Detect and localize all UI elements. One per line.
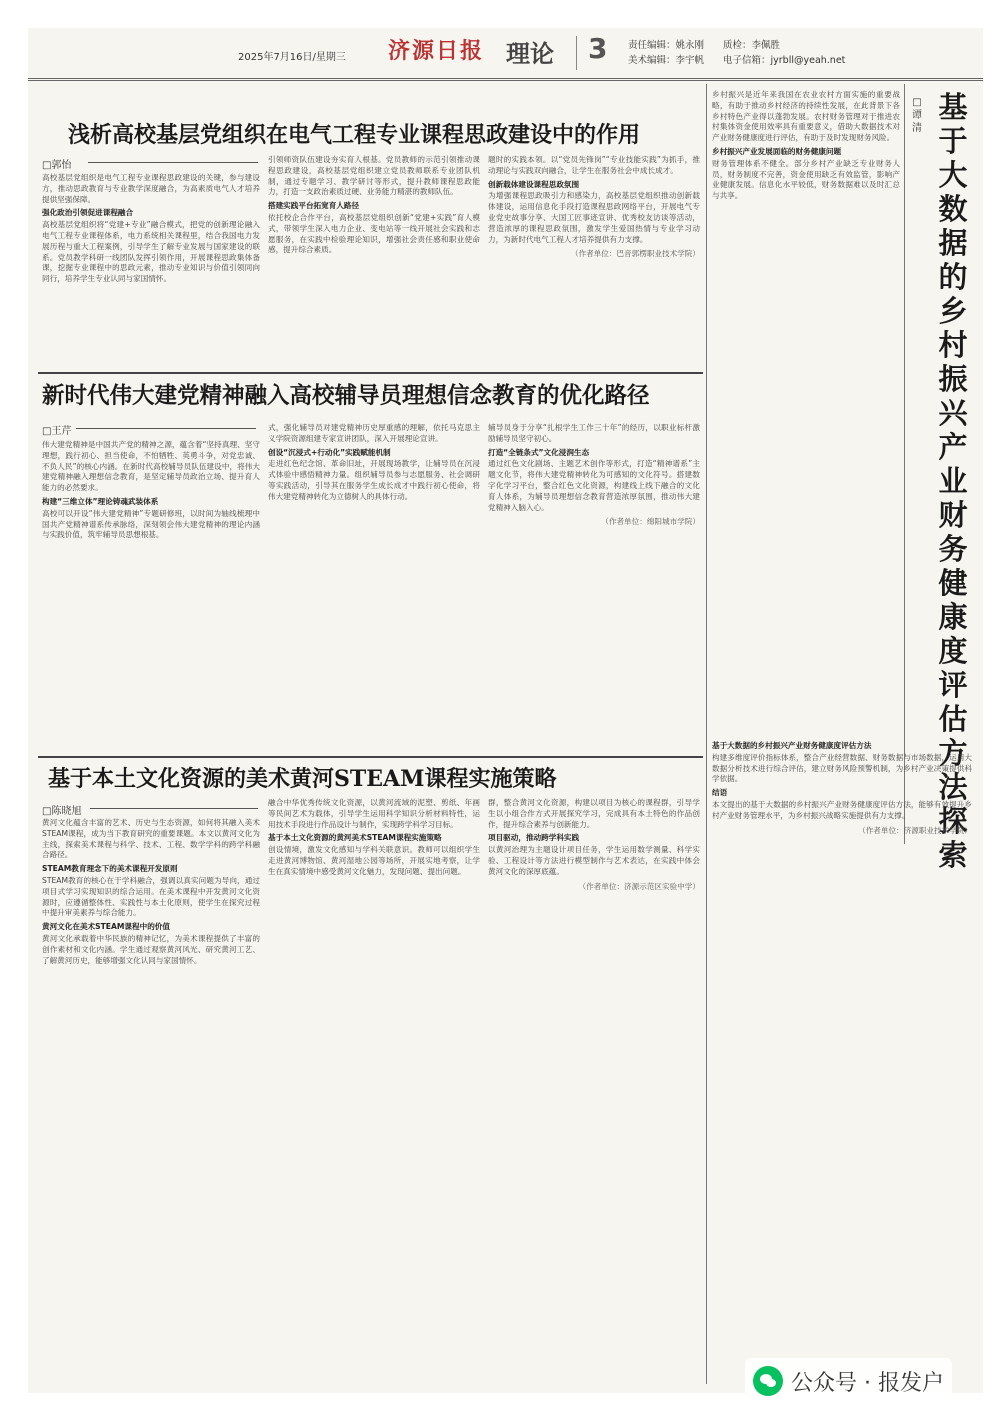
article-1-col-2 (268, 155, 480, 369)
sidebar-text-2: 构建多维度评价指标体系，整合产业经营数据、财务数据与市场数据，运用大数据分析技术进行综合评估，建立财务风险预警机制，为乡村产业决策提供科学依据。 (712, 752, 972, 784)
article-1-text-1b: 高校基层党组织将“党建+专业”融合模式，把党的创新理论融入电气工程专业课程体系，电力系统相关课程里，结合我国电力发展历程与重大工程案例，引导学生了解专业发展与国家建设的联系。党员教学科研一线团队发挥引领作用，开展课程思政集体备课，挖掘专业课程中的思政元素，推动专业知识与价值引领同向同行，培养学生专业认同与家国情怀。 (42, 220, 260, 284)
article-3-col-3 (488, 798, 700, 1378)
column-rule (904, 84, 905, 844)
article-2-subhead-1: 构建“三维立体”理论铸魂武装体系 (42, 496, 159, 506)
wechat-icon (753, 1366, 783, 1396)
page-number: 3 (588, 32, 608, 65)
sidebar-headline: 基于大数据的乡村振兴产业财务健康度评估方法探索 (938, 90, 968, 872)
article-3-affiliation: （作者单位：济源示范区实验中学） (578, 881, 700, 891)
byline-rule (76, 428, 256, 429)
article-1-col-3 (488, 155, 700, 369)
section-title: 理论 (506, 39, 554, 68)
sidebar-byline: □谭清 (912, 97, 922, 134)
article-3-text-2: 融合中华优秀传统文化资源，以黄河流域的泥塑、剪纸、年画等民间艺术为载体，引导学生运用科学知识分析材料特性，运用技术手段进行作品设计与制作，实现跨学科学习目标。 (268, 798, 480, 829)
article-divider (38, 756, 703, 758)
column-rule (706, 84, 707, 1384)
newspaper-page (28, 28, 983, 1393)
sidebar-col-2 (712, 738, 972, 1378)
article-divider (38, 372, 703, 374)
article-1-text-3: 题时的实践本领。以“党员先锋岗”“专业技能实践”为抓手，推动理论与实践双向融合，让学生在服务社会中成长成才。 (488, 155, 700, 175)
article-1-text-2b: 依托校企合作平台，高校基层党组织创新“党建+实践”育人模式，带领学生深入电力企业、变电站等一线开展社会实践和志愿服务，在实践中检验理论知识，增强社会责任感和职业使命感，提升综合素质。 (268, 212, 480, 255)
wechat-watermark (745, 1358, 952, 1404)
sidebar-subhead-3: 结语 (712, 788, 728, 798)
byline-rule (88, 162, 258, 163)
proof-credits (723, 38, 845, 68)
proofreader-line: 质检：李佩胜 (723, 40, 781, 51)
article-3-text-3: 群，整合黄河文化资源，构建以项目为核心的课程群，引导学生以小组合作方式开展探究学习，完成具有本土特色的作品创作，提升综合素养与创新能力。 (488, 798, 700, 829)
article-3-text-1c: 黄河文化承载着中华民族的精神记忆，为美术课程提供了丰富的创作素材和文化内涵。学生通过观察黄河风光、研究黄河工艺、了解黄河历史，能够增强文化认同与家国情怀。 (42, 933, 260, 965)
article-3-text-3b: 以黄河治理为主题设计项目任务，学生运用数学测量、科学实验、工程设计等方法进行模型制作与艺术表达，在实践中体会黄河文化的深厚底蕴。 (488, 845, 700, 876)
sidebar-col-1 (712, 90, 900, 730)
article-3-subhead-2: 基于本土文化资源的黄河美术STEAM课程实施策略 (268, 833, 442, 843)
article-3-subhead-1b: 黄河文化在美术STEAM课程中的价值 (42, 922, 170, 932)
sidebar-subhead-1: 乡村振兴产业发展面临的财务健康问题 (712, 146, 842, 156)
article-1-affiliation: （作者单位：巴音郭楞职业技术学院） (570, 249, 700, 259)
editor-line: 责任编辑：姚永刚 (628, 40, 705, 51)
sidebar-subhead-2: 基于大数据的乡村振兴产业财务健康度评估方法 (712, 741, 872, 750)
article-3-col-2 (268, 798, 480, 1378)
article-2-subhead-2: 创设“沉浸式+行动化”实践赋能机制 (268, 447, 391, 457)
article-3-col-1 (42, 818, 260, 1378)
article-2-byline: □王芹 (42, 426, 72, 437)
article-1-text-1: 高校基层党组织是电气工程专业课程思政建设的关键，参与建设方，推动思政教育与专业教学深度融合，为高素质电气人才培养提供坚强保障。 (42, 173, 260, 204)
sidebar-text-3: 本文提出的基于大数据的乡村振兴产业财务健康度评估方法，能够有效提升乡村产业财务管理水平，为乡村振兴战略实施提供有力支撑。 (712, 799, 972, 820)
editor-credits (628, 38, 704, 68)
article-2-text-3b: 通过红色文化剧场、主题艺术创作等形式，打造“精神谱系”主题文化节，将伟大建党精神转化为可感知的文化符号。搭建数字化学习平台，整合红色文化资源，构建线上线下融合的文化育人体系，为辅导员理想信念教育营造浓厚氛围，推动伟大建党精神入脑入心。 (488, 459, 700, 512)
article-1-byline: □郭怡 (42, 160, 72, 171)
article-1-subhead-1: 强化政治引领促进课程融合 (42, 208, 134, 218)
article-3-subhead-1: STEAM教育理念下的美术课程开发原则 (42, 864, 178, 874)
article-2-headline: 新时代伟大建党精神融入高校辅导员理想信念教育的优化路径 (42, 383, 650, 409)
designer-line: 美术编辑：李宇帆 (628, 55, 705, 66)
newspaper-logo: 济源日报 (388, 38, 485, 64)
article-1-subhead-2: 搭建实践平台拓宽育人路径 (268, 201, 360, 211)
article-1-headline: 浅析高校基层党组织在电气工程专业课程思政建设中的作用 (68, 122, 641, 148)
sidebar-text-1: 财务管理体系不健全。部分乡村产业缺乏专业财务人员，财务制度不完善，资金使用缺乏有效监管，影响产业健康发展。信息化水平较低，财务数据难以及时汇总与共享。 (712, 158, 900, 201)
issue-date: 2025年7月16日/星期三 (238, 52, 346, 63)
article-3-subhead-3: 项目驱动，推动跨学科实践 (488, 833, 580, 843)
article-1-text-3b: 为增强课程思政吸引力和感染力，高校基层党组织推动创新载体建设，运用信息化手段打造课程思政网络平台，开展电气专业党史故事分享、大国工匠事迹宣讲、优秀校友访谈等活动，营造浓厚的课程思政氛围，激发学生爱国热情与专业学习动力，为新时代电气工程人才培养提供有力支撑。 (488, 191, 700, 244)
masthead-divider (576, 36, 577, 70)
article-2-text-1b: 高校可以开设“伟大建党精神”专题研修班，以时间为轴线梳理中国共产党精神谱系传承脉络，深刻领会伟大建党精神的理论内涵与实践价值，筑牢辅导员思想根基。 (42, 508, 260, 540)
article-2-text-3: 辅导员身于分享“扎根学生工作三十年”的经历，以职业标杆激励辅导员坚守初心。 (488, 423, 700, 443)
article-3-text-2b: 创设情境，激发文化感知与学科关联意识。教师可以组织学生走进黄河博物馆、黄河湿地公园等场所，开展实地考察，让学生在真实情境中感受黄河文化魅力，发现问题、提出问题。 (268, 845, 480, 876)
byline-rule (90, 808, 258, 809)
article-2-text-2b: 走进红色纪念馆、革命旧址，开展现场教学，让辅导员在沉浸式体验中感悟精神力量。组织辅导员参与志愿服务、社会调研等实践活动，引导其在服务学生成长成才中践行初心使命，将伟大建党精神转化为立德树人的具体行动。 (268, 459, 480, 501)
article-2-col-1 (42, 440, 260, 752)
article-3-text-1: 黄河文化蕴含丰富的艺术、历史与生态资源，如何将其融入美术STEAM课程，成为当下教育研究的重要课题。本文以黄河文化为主线，探索美术课程与科学、技术、工程、数学学科的跨学科融合路径。 (42, 818, 260, 860)
article-2-subhead-3: 打造“全链条式”文化浸润生态 (488, 447, 590, 457)
article-2-text-2: 式，强化辅导员对建党精神历史厚重感的理解，依托马克思主义学院资源组建专家宣讲团队，深入开展理论宣讲。 (268, 423, 480, 443)
article-1-col-1 (42, 173, 260, 369)
article-2-affiliation: （作者单位：绵阳城市学院） (601, 517, 700, 527)
watermark-text: 公众号 · 报发户 (791, 1370, 944, 1396)
sidebar-intro: 乡村振兴是近年来我国在农业农村方面实施的重要战略，有助于推动乡村经济的持续性发展，在此背景下各乡村特色产业得以蓬勃发展。农村财务管理对于推进农村集体资金使用效率具有重要意义，借助大数据技术对产业财务健康度进行评估，有助于及时发现财务风险。 (712, 90, 900, 143)
article-2-text-1: 伟大建党精神是中国共产党的精神之源，蕴含着“坚持真理、坚守理想，践行初心、担当使命，不怕牺牲、英勇斗争，对党忠诚、不负人民”的核心内涵。在新时代高校辅导员队伍建设中，将伟大建党精神融入理想信念教育，是坚定辅导员政治立场、提升育人能力的必然要求。 (42, 440, 260, 493)
article-3-headline: 基于本土文化资源的美术黄河STEAM课程实施策略 (48, 766, 557, 792)
masthead (28, 28, 983, 81)
article-1-subhead-3: 创新载体建设课程思政氛围 (488, 179, 580, 189)
article-3-text-1b: STEAM教育的核心在于学科融合，强调以真实问题为导向，通过项目式学习实现知识的综合运用。在美术课程中开发黄河文化资源时，应遵循整体性、实践性与本土化原则，使学生在探究过程中提升审美素养与综合能力。 (42, 875, 260, 918)
article-2-col-2 (268, 423, 480, 752)
article-2-col-3 (488, 423, 700, 752)
email-line: 电子信箱：jyrbll@yeah.net (723, 55, 846, 66)
article-3-byline: □陈晓旭 (42, 806, 82, 817)
article-1-text-2: 引领师资队伍建设夯实育人根基。党员教师的示范引领推动课程思政建设，高校基层党组织建立党员教师联系专业团队机制，通过专题学习、教学研讨等形式，提升教师课程思政能力，打造一支政治素质过硬、业务能力精湛的教师队伍。 (268, 155, 480, 197)
sidebar-affiliation: （作者单位：济源职业技术学院） (858, 825, 972, 835)
